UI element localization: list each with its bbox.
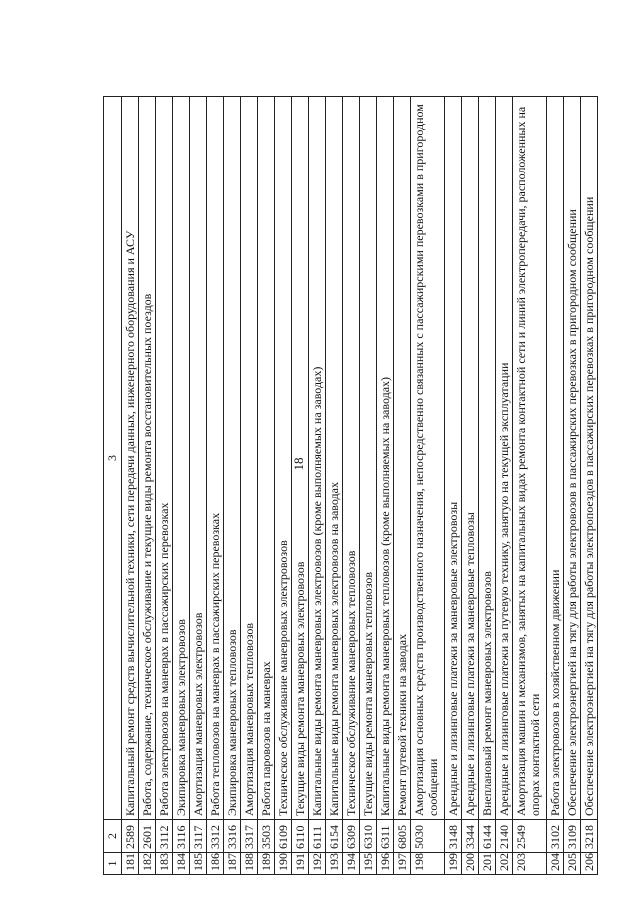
row-number-cell: 202 [496, 853, 513, 875]
row-code-cell: 3317 [241, 820, 258, 853]
row-name-cell: Техническое обслуживание маневровых тепловозов [343, 97, 360, 820]
row-code-cell: 3344 [462, 820, 479, 853]
row-name-cell: Арендные и лизинговые платежи за маневровые электровозы [445, 97, 462, 820]
row-number-cell: 190 [275, 853, 292, 875]
row-name-cell: Амортизация маневровых электровозов [190, 97, 207, 820]
row-code-cell: 3148 [445, 820, 462, 853]
row-code-cell: 6144 [479, 820, 496, 853]
row-code-cell: 6154 [326, 820, 343, 853]
row-number-cell: 197 [394, 853, 411, 875]
row-code-cell: 6310 [360, 820, 377, 853]
row-name-cell: Обеспечение электроэнергией на тягу для работы электровозов в пассажирских перевозках в пригородном сообщении [564, 97, 581, 820]
row-code-cell: 3109 [564, 820, 581, 853]
row-number-cell: 194 [343, 853, 360, 875]
row-code-cell: 6111 [309, 820, 326, 853]
table-row [547, 97, 564, 875]
row-name-cell: Работа электровозов на маневрах в пассажирских перевозках [156, 97, 173, 820]
row-code-cell: 6311 [377, 820, 394, 853]
row-code-cell: 3312 [207, 820, 224, 853]
row-number-cell: 205 [564, 853, 581, 875]
table-row [564, 97, 581, 875]
table-row [241, 97, 258, 875]
row-number-cell: 206 [581, 853, 598, 875]
row-name-cell: Внеплановый ремонт маневровых электровозов [479, 97, 496, 820]
row-name-cell: Текущие виды ремонта маневровых тепловозов [360, 97, 377, 820]
row-number-cell: 201 [479, 853, 496, 875]
row-code-cell: 2140 [496, 820, 513, 853]
row-name-cell: Капитальные виды ремонта маневровых электровозов (кроме выполняемых на заводах) [309, 97, 326, 820]
header-cell-code: 2 [104, 820, 122, 853]
row-number-cell: 199 [445, 853, 462, 875]
row-number-cell: 198 [411, 853, 445, 875]
row-number-cell: 186 [207, 853, 224, 875]
row-code-cell: 3503 [258, 820, 275, 853]
table-row [156, 97, 173, 875]
table-row [411, 97, 445, 875]
table-row [394, 97, 411, 875]
table-row [139, 97, 156, 875]
row-number-cell: 181 [122, 853, 139, 875]
table-row [513, 97, 547, 875]
row-number-cell: 184 [173, 853, 190, 875]
table-row [258, 97, 275, 875]
row-code-cell: 5030 [411, 820, 445, 853]
row-code-cell: 3116 [173, 820, 190, 853]
row-code-cell: 6805 [394, 820, 411, 853]
row-number-cell: 196 [377, 853, 394, 875]
row-number-cell: 192 [309, 853, 326, 875]
row-code-cell: 2601 [139, 820, 156, 853]
table-row [581, 97, 598, 875]
row-number-cell: 200 [462, 853, 479, 875]
row-name-cell: Работа тепловозов на маневрах в пассажирских перевозках [207, 97, 224, 820]
table-row [462, 97, 479, 875]
table-row [326, 97, 343, 875]
table-row [377, 97, 394, 875]
table-row [275, 97, 292, 875]
row-name-cell: Текущие виды ремонта маневровых электровозов [292, 97, 309, 820]
row-name-cell: Техническое обслуживание маневровых электровозов [275, 97, 292, 820]
table-row [360, 97, 377, 875]
row-name-cell: Арендные и лизинговые платежи за путевую технику, занятую на текущей эксплуатации [496, 97, 513, 820]
table-row [309, 97, 326, 875]
row-code-cell: 6110 [292, 820, 309, 853]
row-code-cell: 3102 [547, 820, 564, 853]
table-row [445, 97, 462, 875]
row-code-cell: 2589 [122, 820, 139, 853]
table-row [190, 97, 207, 875]
row-number-cell: 204 [547, 853, 564, 875]
row-name-cell: Амортизация машин и механизмов, занятых на капитальных видах ремонта контактной сети и линий электропередачи, расположенных на опорах контактной сети [513, 97, 547, 820]
row-name-cell: Работа, содержание, техническое обслуживание и текущие виды ремонта восстановительных поездов [139, 97, 156, 820]
row-name-cell: Работа электровозов в хозяйственном движении [547, 97, 564, 820]
table-row [496, 97, 513, 875]
row-number-cell: 191 [292, 853, 309, 875]
expense-code-table [103, 96, 598, 875]
header-cell-number: 1 [104, 853, 122, 875]
row-number-cell: 185 [190, 853, 207, 875]
row-code-cell: 3316 [224, 820, 241, 853]
row-name-cell: Капитальные виды ремонта маневровых электровозов на заводах [326, 97, 343, 820]
row-name-cell: Арендные и лизинговые платежи за маневровые тепловозы [462, 97, 479, 820]
table-row [207, 97, 224, 875]
row-code-cell: 3112 [156, 820, 173, 853]
row-name-cell: Экипировка маневровых электровозов [173, 97, 190, 820]
table-header-row [104, 97, 122, 875]
table-row [292, 97, 309, 875]
row-name-cell: Амортизация основных средств производственного назначения, непосредственно связанных с пассажирскими перевозками в пригородном сообщении [411, 97, 445, 820]
row-name-cell: Экипировка маневровых тепловозов [224, 97, 241, 820]
row-name-cell: Амортизация маневровых тепловозов [241, 97, 258, 820]
row-number-cell: 193 [326, 853, 343, 875]
row-name-cell: Обеспечение электроэнергией на тягу для работы электропоездов в пассажирских перевозках в пригородном сообщении [581, 97, 598, 820]
row-name-cell: Капитальные виды ремонта маневровых тепловозов (кроме выполняемых на заводах) [377, 97, 394, 820]
row-number-cell: 195 [360, 853, 377, 875]
row-code-cell: 6309 [343, 820, 360, 853]
row-number-cell: 189 [258, 853, 275, 875]
table-row [173, 97, 190, 875]
row-code-cell: 6109 [275, 820, 292, 853]
row-number-cell: 203 [513, 853, 547, 875]
row-name-cell: Капитальный ремонт средств вычислительной техники, сети передачи данных, инженерного оборудования и АСУ [122, 97, 139, 820]
page-number: 18 [291, 457, 306, 471]
table-row [343, 97, 360, 875]
row-code-cell: 2549 [513, 820, 547, 853]
row-name-cell: Ремонт путевой техники на заводах [394, 97, 411, 820]
row-number-cell: 187 [224, 853, 241, 875]
rotated-table-container [103, 97, 596, 875]
row-name-cell: Работа паровозов на маневрах [258, 97, 275, 820]
row-code-cell: 3117 [190, 820, 207, 853]
table-row [122, 97, 139, 875]
row-code-cell: 3218 [581, 820, 598, 853]
table-row [479, 97, 496, 875]
row-number-cell: 188 [241, 853, 258, 875]
table-row [224, 97, 241, 875]
row-number-cell: 182 [139, 853, 156, 875]
row-number-cell: 183 [156, 853, 173, 875]
header-cell-name: 3 [104, 97, 122, 820]
